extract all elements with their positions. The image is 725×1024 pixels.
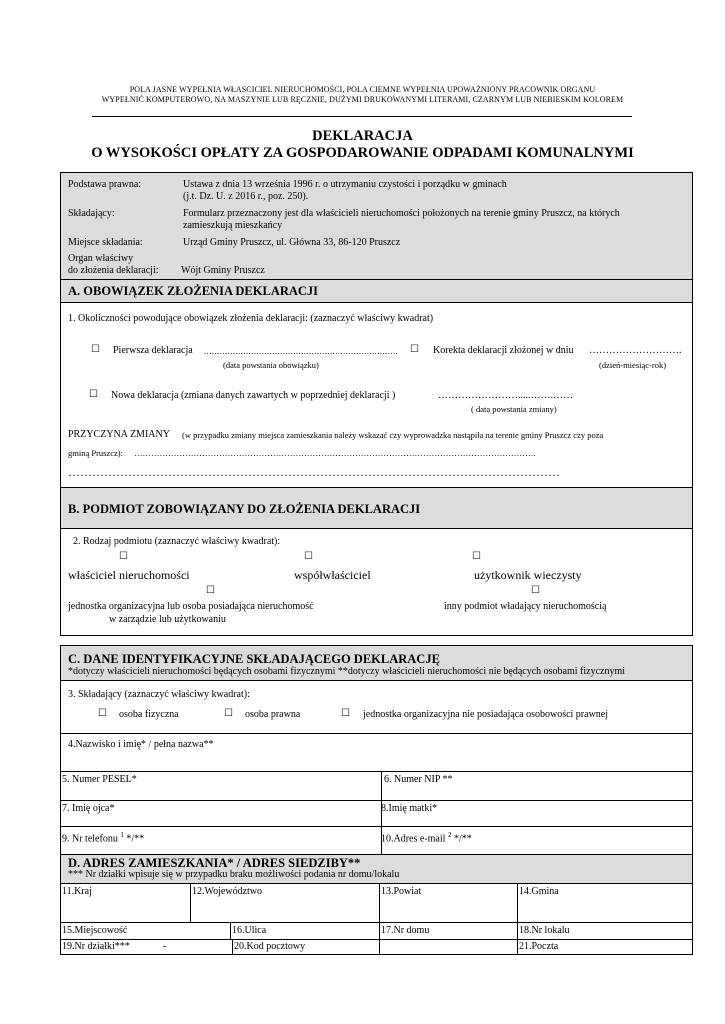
form-title: DEKLARACJA [312, 128, 413, 144]
divider [61, 800, 692, 801]
section-c-header [60, 645, 693, 681]
plot-dash: - [163, 941, 167, 952]
q2-label: 2. Rodzaj podmiotu (zaznaczyć właściwy kwadrat): [73, 536, 281, 547]
column-divider [190, 884, 191, 922]
divider [61, 771, 692, 772]
column-divider [379, 884, 380, 955]
section-b-title: B. PODMIOT ZOBOWIĄZANY DO ZŁOŻENIA DEKLARACJI [68, 502, 421, 516]
field-district-label: 13.Powiat [381, 886, 422, 897]
divider [61, 939, 692, 940]
field-apartment-label: 18.Nr lokalu [519, 925, 570, 936]
divider [61, 733, 692, 734]
legal-person-label: osoba prawna [245, 709, 301, 720]
field-nip-label: 6. Numer NIP ** [384, 774, 453, 785]
organ-label: Organ właściwy [68, 253, 134, 264]
submitter-value-2: zamieszkują mieszkańcy [183, 220, 283, 231]
first-declaration-checkbox[interactable]: ☐ [91, 344, 100, 355]
reason-line-1[interactable]: ……………………………………………………………………………………………………………………………. [134, 448, 536, 458]
field-pesel-label: 5. Numer PESEL* [62, 774, 137, 785]
other-entity-label: inny podmiot władający nieruchomością [444, 601, 607, 612]
perpetual-user-label: użytkownik wieczysty [474, 568, 582, 582]
q3-label: 3. Składający (zaznaczyć właściwy kwadrat): [68, 689, 250, 700]
coowner-label: współwłaściciel [294, 568, 371, 582]
new-declaration-date[interactable]: …………………….....…….…… [438, 390, 573, 401]
field-mother-label: 8.Imię matki* [381, 803, 438, 814]
section-b-header [60, 487, 693, 529]
header-divider [92, 116, 632, 117]
section-a-body [60, 302, 693, 488]
first-declaration-label: Pierwsza deklaracja [113, 345, 193, 356]
organ-value: Wójt Gminy Pruszcz [181, 265, 265, 276]
section-a-header [60, 279, 693, 303]
reason-note: (w przypadku zmiany miejsca zamieszkania należy wskazać czy wyprowadzka nastąpiła na terenie gminy Pruszcz czy poza [182, 430, 604, 440]
legal-person-checkbox[interactable]: ☐ [224, 708, 233, 719]
section-c-title: C. DANE IDENTYFIKACYJNE SKŁADAJĄCEGO DEKLARACJĘ [68, 652, 440, 666]
field-house-number-label: 17.Nr domu [381, 925, 430, 936]
correction-checkbox[interactable]: ☐ [410, 344, 419, 355]
section-d-body [60, 883, 693, 955]
header-line-2: WYPEŁNIĆ KOMPUTEROWO, NA MASZYNIE LUB RĘCZNIE, DUŻYMI DRUKOWANYMI LITERAMI, CZARNYM LUB NIEBIESKIM KOLOREM [101, 95, 624, 104]
field-postal-code-label: 20.Kod pocztowy [234, 941, 306, 952]
place-value: Urząd Gminy Pruszcz, ul. Główna 33, 86-120 Pruszcz [183, 237, 401, 248]
org-unit-no-legal-checkbox[interactable]: ☐ [341, 708, 350, 719]
correction-hint: (dzień-miesiąc-rok) [599, 360, 667, 370]
new-declaration-label: Nowa deklaracja (zmiana danych zawartych w poprzedniej deklaracji ) [111, 390, 396, 401]
coowner-checkbox[interactable]: ☐ [304, 551, 313, 562]
natural-person-checkbox[interactable]: ☐ [98, 708, 107, 719]
field-phone-label: 9. Nr telefonu $^1$ */** [62, 831, 145, 845]
reason-note-2: gminą Pruszcz): [68, 448, 123, 458]
field-name-label: 4.Nazwisko i imię* / pełna nazwa** [68, 739, 214, 750]
field-commune-label: 14.Gmina [519, 886, 559, 897]
submitter-label: Składający: [68, 208, 115, 219]
legal-basis-label: Podstawa prawna: [68, 179, 142, 190]
new-declaration-hint: ( data powstania zmiany) [471, 404, 557, 414]
correction-date[interactable]: ………………………. [589, 345, 682, 356]
owner-checkbox[interactable]: ☐ [119, 551, 128, 562]
organ-label-2: do złożenia deklaracji: [68, 265, 159, 276]
section-b-body [60, 528, 693, 636]
info-box [60, 172, 693, 280]
form-subtitle: O WYSOKOŚCI OPŁATY ZA GOSPODAROWANIE ODPADAMI KOMUNALNYMI [91, 145, 634, 161]
q1-label: 1. Okoliczności powodujące obowiązek złożenia deklaracji: (zaznaczyć właściwy kwadrat) [68, 313, 434, 324]
field-father-label: 7. Imię ojca* [62, 803, 115, 814]
org-unit-checkbox[interactable]: ☐ [206, 585, 215, 596]
new-declaration-checkbox[interactable]: ☐ [89, 389, 98, 400]
reason-label: PRZYCZYNA ZMIANY [68, 429, 170, 440]
section-c-body [60, 680, 693, 855]
column-divider [517, 884, 518, 955]
section-a-title: A. OBOWIĄZEK ZŁOŻENIA DEKLARACJI [68, 284, 319, 298]
section-d-note: *** Nr działki wpisuje się w przypadku braku możliwości podania nr domu/lokalu [68, 869, 400, 880]
owner-label: właściciel nieruchomości [68, 568, 190, 582]
legal-basis-ref: (j.t. Dz. U. z 2016 r., poz. 250). [183, 191, 309, 202]
column-divider [230, 922, 231, 939]
perpetual-user-checkbox[interactable]: ☐ [472, 551, 481, 562]
section-d-header [60, 854, 693, 884]
first-declaration-date[interactable]: .......................................................................... [204, 346, 399, 356]
field-plot-label: 19.Nr działki*** [62, 941, 130, 952]
place-label: Miejsce składania: [68, 237, 143, 248]
natural-person-label: osoba fizyczna [119, 709, 179, 720]
submitter-value: Formularz przeznaczony jest dla właścicieli nieruchomości położonych na terenie gminy Pruszcz, na których [183, 208, 620, 219]
field-country-label: 11.Kraj [62, 886, 92, 897]
divider [61, 826, 692, 827]
org-unit-no-legal-label: jednostka organizacyjna nie posiadająca osobowości prawnej [363, 709, 609, 720]
org-unit-label-2: w zarządzie lub użytkowaniu [109, 614, 226, 625]
field-email-label: 10.Adres e-mail $^2$ */** [381, 831, 472, 845]
reason-line-2[interactable]: …………………………………………………………………………………………………………… [68, 465, 560, 479]
field-locality-label: 15.Miejscowość [62, 925, 128, 936]
field-voivodeship-label: 12.Województwo [192, 886, 263, 897]
correction-label: Korekta deklaracji złożonej w dniu [433, 345, 574, 356]
other-entity-checkbox[interactable]: ☐ [531, 585, 540, 596]
first-declaration-hint: (data powstania obowiązku) [223, 360, 319, 370]
section-d-title: D. ADRES ZAMIESZKANIA* / ADRES SIEDZIBY** [68, 856, 361, 870]
header-line-1: POLA JASNE WYPEŁNIA WŁASCICIEL NIERUCHOMOŚCI, POLA CIEMNE WYPEŁNIA UPOWAŻNIONY PRACOWNIK ORGANU [129, 85, 596, 94]
column-divider [232, 939, 233, 955]
org-unit-label: jednostka organizacyjna lub osoba posiadająca nieruchomość [68, 601, 314, 612]
divider [61, 922, 692, 923]
field-post-office-label: 21.Poczta [519, 941, 559, 952]
legal-basis-value: Ustawa z dnia 13 września 1996 r. o utrzymaniu czystości i porządku w gminach [183, 179, 507, 190]
column-divider [381, 771, 382, 855]
field-street-label: 16.Ulica [232, 925, 267, 936]
section-c-note: *dotyczy właścicieli nieruchomości będących osobami fizycznymi **dotyczy właścicieli nieruchomości nie będących osobami fizycznymi [68, 666, 626, 677]
